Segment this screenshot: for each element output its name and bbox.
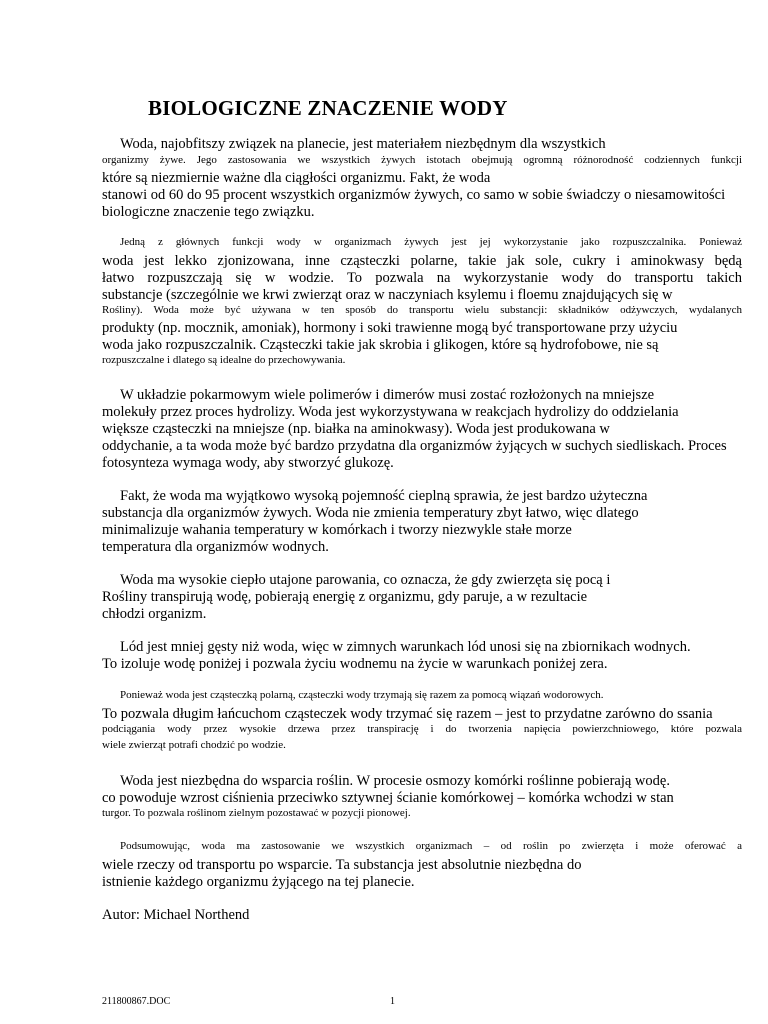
paragraph-line: woda jest lekko zjonizowana, inne cząsteczki polarne, takie jak sole, cukry i aminokwasy będą: [102, 253, 742, 269]
paragraph-line: które są niezmiernie ważne dla ciągłości organizmu. Fakt, że woda: [102, 170, 491, 186]
author-line: Autor: Michael Northend: [102, 907, 250, 923]
paragraph-line: podciągania wody przez wysokie drzewa przez transpirację i do tworzenia napięcia powierzchniowego, które pozwala: [102, 723, 742, 735]
paragraph-line: oddychanie, a ta woda może być bardzo przydatna dla organizmów żyjących w suchych siedliskach. Proces: [102, 438, 727, 454]
paragraph-line: To izoluje wodę poniżej i pozwala życiu wodnemu na życie w warunkach poniżej zera.: [102, 656, 608, 672]
paragraph-line: Rośliny). Woda może być używana w ten sposób do transportu wielu substancji: składników odżywczych, wydalanych: [102, 304, 742, 316]
document-title: BIOLOGICZNE ZNACZENIE WODY: [148, 96, 508, 120]
paragraph-line: stanowi od 60 do 95 procent wszystkich organizmów żywych, co samo w sobie świadczy o niesamowitości: [102, 187, 726, 203]
paragraph-line: produkty (np. mocznik, amoniak), hormony i soki trawienne mogą być transportowane przy użyciu: [102, 320, 678, 336]
paragraph-line: molekuły przez proces hydrolizy. Woda jest wykorzystywana w reakcjach hydrolizy do oddzielania: [102, 404, 679, 420]
paragraph-line: Woda jest niezbędna do wsparcia roślin. W procesie osmozy komórki roślinne pobierają wodę.: [120, 773, 670, 789]
paragraph-line: fotosynteza wymaga wody, aby stworzyć glukozę.: [102, 455, 394, 471]
paragraph-line: istnienie każdego organizmu żyjącego na tej planecie.: [102, 874, 415, 890]
paragraph-line: chłodzi organizm.: [102, 606, 207, 622]
paragraph-line: W układzie pokarmowym wiele polimerów i dimerów musi zostać rozłożonych na mniejsze: [120, 387, 655, 403]
footer-filename: 211800867.DOC: [102, 996, 171, 1007]
footer-page-number: 1: [390, 996, 395, 1007]
paragraph-line: rozpuszczalne i dlatego są idealne do przechowywania.: [102, 354, 346, 366]
paragraph-line: Podsumowując, woda ma zastosowanie we wszystkich organizmach – od roślin po zwierzęta i może oferować a: [120, 840, 742, 852]
paragraph-line: To pozwala długim łańcuchom cząsteczek wody trzymać się razem – jest to przydatne zarówno do ssania: [102, 706, 713, 722]
paragraph-line: biologiczne znaczenie tego związku.: [102, 204, 315, 220]
paragraph-line: łatwo rozpuszczają się w wodzie. To pozwala na wykorzystanie wody do transportu takich: [102, 270, 742, 286]
paragraph-line: turgor. To pozwala roślinom zielnym pozostawać w pozycji pionowej.: [102, 807, 411, 819]
paragraph-line: wiele zwierząt potrafi chodzić po wodzie.: [102, 739, 286, 751]
paragraph-line: Jedną z głównych funkcji wody w organizmach żywych jest jej wykorzystanie jako rozpuszczalnika. Ponieważ: [120, 236, 742, 248]
paragraph-line: wiele rzeczy od transportu po wsparcie. Ta substancja jest absolutnie niezbędna do: [102, 857, 582, 873]
paragraph-line: substancja dla organizmów żywych. Woda nie zmienia temperatury zbyt łatwo, więc dlatego: [102, 505, 639, 521]
paragraph-line: co powoduje wzrost ciśnienia przeciwko sztywnej ścianie komórkowej – komórka wchodzi w stan: [102, 790, 674, 806]
paragraph-line: Ponieważ woda jest cząsteczką polarną, cząsteczki wody trzymają się razem za pomocą wiązań wodorowych.: [120, 689, 604, 701]
paragraph-line: Woda, najobfitszy związek na planecie, jest materiałem niezbędnym dla wszystkich: [120, 136, 606, 152]
paragraph-line: minimalizuje wahania temperatury w komórkach i tworzy niezwykle stałe morze: [102, 522, 572, 538]
paragraph-line: Fakt, że woda ma wyjątkowo wysoką pojemność cieplną sprawia, że jest bardzo użyteczna: [120, 488, 648, 504]
paragraph-line: Lód jest mniej gęsty niż woda, więc w zimnych warunkach lód unosi się na zbiornikach wodnych.: [120, 639, 691, 655]
paragraph-line: substancje (szczególnie we krwi zwierząt oraz w naczyniach ksylemu i floemu znajdujących się w: [102, 287, 673, 303]
paragraph-line: organizmy żywe. Jego zastosowania we wszystkich żywych istotach obejmują ogromną różnorodność codziennych funkcji: [102, 154, 742, 166]
paragraph-line: większe cząsteczki na mniejsze (np. białka na aminokwasy). Woda jest produkowana w: [102, 421, 610, 437]
paragraph-line: Woda ma wysokie ciepło utajone parowania, co oznacza, że gdy zwierzęta się pocą i: [120, 572, 611, 588]
paragraph-line: woda jako rozpuszczalnik. Cząsteczki takie jak skrobia i glikogen, które są hydrofobowe, nie są: [102, 337, 659, 353]
paragraph-line: temperatura dla organizmów wodnych.: [102, 539, 329, 555]
paragraph-line: Rośliny transpirują wodę, pobierają energię z organizmu, gdy paruje, a w rezultacie: [102, 589, 588, 605]
